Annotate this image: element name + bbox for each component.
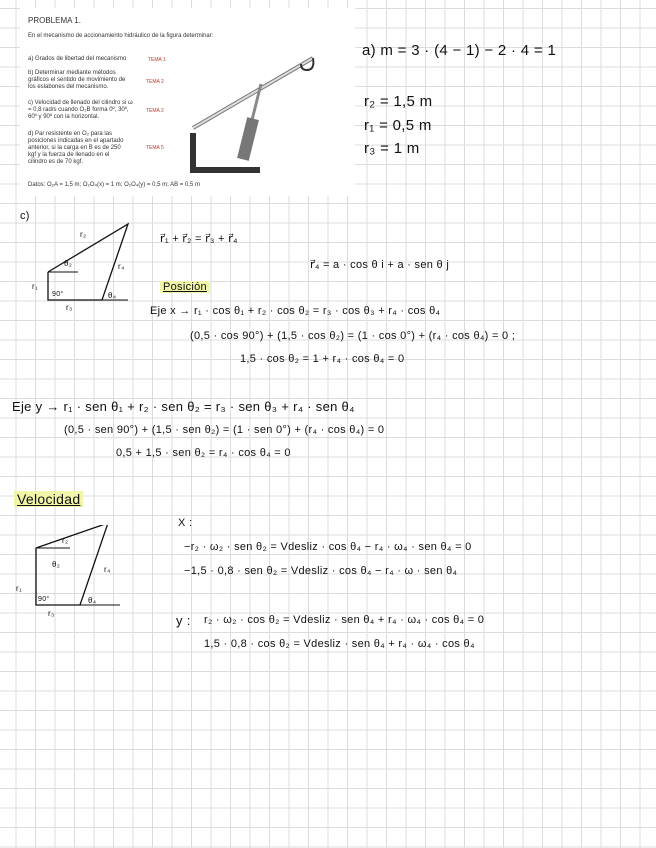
label-r3: r₃ bbox=[66, 303, 73, 312]
label-theta2: θ₂ bbox=[64, 259, 73, 268]
posicion-x-eq1: Eje x → r₁ · cos θ₁ + r₂ · cos θ₂ = r₃ · cos θ₃ + r₄ · cos θ₄ bbox=[150, 305, 441, 317]
velocidad-heading: Velocidad bbox=[14, 491, 83, 507]
datos: Datos: O₂A = 1,5 m; O₂O₄(x) = 1 m; O₂O₄(y) = 0,5 m; AB = 0,5 m bbox=[28, 182, 200, 188]
velocidad-y-label: y : bbox=[176, 613, 191, 628]
label-r2-v: r₂ bbox=[62, 536, 69, 545]
item-b: b) Determinar mediante métodos gráficos el sentido de movimiento de los eslabones del mecanismo. bbox=[28, 70, 126, 90]
label-theta2-v: θ₂ bbox=[52, 560, 61, 569]
label-r4: r₄ bbox=[118, 262, 125, 271]
velocidad-y-eq1: r₂ · ω₂ · cos θ₂ = Vdesliz · sen θ₄ + r₄ · ω₄ · cos θ₄ = 0 bbox=[204, 614, 485, 626]
posicion-y-eq1: Eje y → r₁ · sen θ₁ + r₂ · sen θ₂ = r₃ · sen θ₃ + r₄ · sen θ₄ bbox=[12, 399, 355, 414]
label-r1: r₁ bbox=[32, 282, 38, 291]
section-c-label: c) bbox=[20, 210, 30, 222]
label-theta4-v: θ₄ bbox=[88, 596, 97, 605]
posicion-heading: Posición bbox=[160, 281, 210, 293]
posicion-x-eq2: (0,5 · cos 90°) + (1,5 · cos θ₂) = (1 · cos 0°) + (r₄ · cos θ₄) = 0 ; bbox=[190, 330, 516, 342]
velocidad-x-eq2: −1,5 · 0,8 · sen θ₂ = Vdesliz · cos θ₄ − r₄ · ω · sen θ₄ bbox=[184, 565, 458, 577]
tema-b: TEMA 2 bbox=[146, 79, 164, 85]
vector-diagram-velocity bbox=[30, 525, 150, 620]
vector-diagram-position bbox=[30, 220, 150, 315]
tema-c: TEMA 2 bbox=[146, 108, 164, 114]
label-r3-v: r₃ bbox=[48, 609, 55, 618]
item-a: a) Grados de libertad del mecanismo bbox=[28, 56, 127, 62]
item-c: c) Velocidad de llenado del cilindro si ω = 0,8 rad/s cuando O₂B forma 0º, 30º, 60º y 90º con la horizontal. bbox=[28, 100, 133, 120]
problem-title: PROBLEMA 1. bbox=[28, 16, 81, 25]
label-right-angle: 90° bbox=[52, 291, 64, 298]
r4-component-equation: r⃗₄ = a · cos θ i + a · sen θ j bbox=[310, 259, 450, 271]
tema-a: TEMA 1 bbox=[148, 57, 166, 63]
label-r2: r₂ bbox=[80, 230, 87, 239]
tema-d: TEMA 5 bbox=[146, 145, 164, 151]
vector-loop-equation: r⃗₁ + r⃗₂ = r⃗₃ + r⃗₄ bbox=[160, 233, 238, 245]
answer-r3: r₃ = 1 m bbox=[364, 140, 420, 157]
problem-statement bbox=[20, 8, 355, 196]
item-d: d) Par resistente en O₂ para las posiciones indicadas en el apartado anterior, si la carga en B es de 250 kgf y la fuerza de llenado en el cilindro es de 70 kgf. bbox=[28, 131, 124, 165]
label-r1-v: r₁ bbox=[16, 584, 22, 593]
mechanism-figure bbox=[180, 48, 330, 173]
answer-r1: r₁ = 0,5 m bbox=[364, 117, 432, 134]
label-right-angle-v: 90° bbox=[38, 596, 50, 603]
velocidad-x-label: X : bbox=[178, 517, 193, 529]
answer-a: a) m = 3 · (4 − 1) − 2 · 4 = 1 bbox=[362, 42, 557, 59]
problem-intro: En el mecanismo de accionamiento hidráulico de la figura determinar: bbox=[28, 33, 214, 39]
velocidad-y-eq2: 1,5 · 0,8 · cos θ₂ = Vdesliz · sen θ₄ + r₄ · ω₄ · cos θ₄ bbox=[204, 638, 475, 650]
answer-r2: r₂ = 1,5 m bbox=[364, 93, 433, 110]
label-r4-v: r₄ bbox=[104, 565, 111, 574]
posicion-x-eq3: 1,5 · cos θ₂ = 1 + r₄ · cos θ₄ = 0 bbox=[240, 353, 405, 365]
velocidad-x-eq1: −r₂ · ω₂ · sen θ₂ = Vdesliz · cos θ₄ − r₄ · ω₄ · sen θ₄ = 0 bbox=[184, 541, 472, 553]
posicion-y-eq2: (0,5 · sen 90°) + (1,5 · sen θ₂) = (1 · sen 0°) + (r₄ · cos θ₄) = 0 bbox=[64, 424, 385, 436]
posicion-y-eq3: 0,5 + 1,5 · sen θ₂ = r₄ · cos θ₄ = 0 bbox=[116, 447, 291, 459]
label-theta4: θ₄ bbox=[108, 291, 117, 300]
